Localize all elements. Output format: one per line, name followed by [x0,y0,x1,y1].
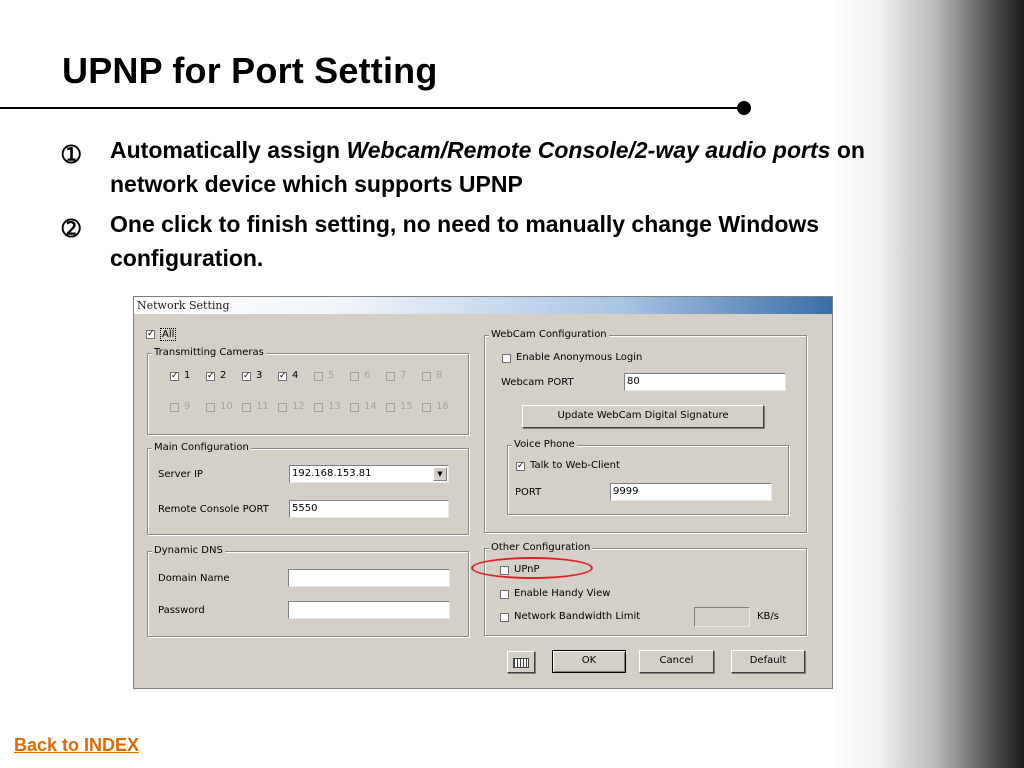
camera-14-label: 14 [364,401,377,412]
bandwidth-limit-input[interactable] [694,607,750,627]
slide-title: UPNP for Port Setting [62,50,438,91]
bandwidth-limit-label: Network Bandwidth Limit [514,611,641,622]
other-configuration-legend: Other Configuration [491,542,591,553]
default-button[interactable]: Default [731,650,805,673]
divider-dot [737,101,751,115]
camera-2-label: 2 [220,370,227,381]
talk-to-web-client-checkbox[interactable]: ✓ [517,461,525,471]
title-divider [0,107,742,109]
handy-view-label: Enable Handy View [514,588,611,599]
domain-name-label: Domain Name [158,573,230,584]
camera-13-checkbox[interactable] [314,403,323,412]
camera-16-checkbox[interactable] [422,403,431,412]
bullet-marker-1: ➀ [62,142,81,167]
camera-5-checkbox[interactable] [314,372,323,381]
camera-11-checkbox[interactable] [242,403,251,412]
camera-13-label: 13 [328,401,341,412]
webcam-port-label: Webcam PORT [501,377,574,388]
camera-3-label: 3 [256,370,263,381]
dynamic-dns-legend: Dynamic DNS [154,545,223,556]
remote-console-port-input[interactable]: 5550 [289,500,449,518]
transmitting-cameras-legend: Transmitting Cameras [154,347,264,358]
dialog-title: Network Setting [137,299,230,312]
camera-12-label: 12 [292,401,305,412]
webcam-configuration-legend: WebCam Configuration [491,329,607,340]
server-ip-label: Server IP [158,469,203,480]
update-webcam-signature-button[interactable]: Update WebCam Digital Signature [522,405,764,428]
camera-15-checkbox[interactable] [386,403,395,412]
voice-phone-legend: Voice Phone [514,439,575,450]
camera-7-label: 7 [400,370,407,381]
domain-name-input[interactable] [288,569,450,587]
camera-4-label: 4 [292,370,299,381]
back-to-index-link[interactable]: Back to INDEX [14,735,140,755]
camera-7-checkbox[interactable] [386,372,395,381]
upnp-highlight-ellipse [471,557,593,579]
camera-9-checkbox[interactable] [170,403,179,412]
all-label: All [162,329,175,340]
camera-8-label: 8 [436,370,443,381]
network-setting-dialog [133,296,833,689]
camera-2-checkbox[interactable]: ✓ [207,371,215,381]
camera-6-checkbox[interactable] [350,372,359,381]
camera-10-label: 10 [220,401,233,412]
voice-port-label: PORT [515,487,542,498]
camera-3-checkbox[interactable]: ✓ [243,371,251,381]
bullet-text-2: One click to finish setting, no need to manually change Windows configuration. [110,211,820,271]
ok-button[interactable]: OK [552,650,626,673]
cancel-button[interactable]: Cancel [639,650,714,673]
camera-1-label: 1 [184,370,191,381]
anonymous-login-label: Enable Anonymous Login [516,352,643,363]
decorative-side-gradient [830,0,1024,768]
handy-view-checkbox[interactable] [500,590,509,599]
camera-14-checkbox[interactable] [350,403,359,412]
bandwidth-unit: KB/s [757,611,779,622]
talk-to-web-client-label: Talk to Web-Client [530,460,620,471]
camera-8-checkbox[interactable] [422,372,431,381]
webcam-port-input[interactable]: 80 [624,373,786,391]
upnp-label: UPnP [514,564,540,575]
camera-1-checkbox[interactable]: ✓ [171,371,179,381]
webcam-configuration-group [484,329,807,533]
password-input[interactable] [288,601,450,619]
bullet-marker-2: ➁ [62,216,81,241]
server-ip-select[interactable] [289,465,449,483]
voice-port-input[interactable]: 9999 [610,483,772,501]
all-checkbox[interactable]: ✓ [147,329,155,339]
dynamic-dns-group [147,545,469,637]
camera-5-label: 5 [328,370,335,381]
camera-10-checkbox[interactable] [206,403,215,412]
camera-6-label: 6 [364,370,371,381]
chevron-down-icon[interactable]: ▼ [433,467,447,481]
keyboard-button[interactable] [507,651,535,673]
bullet-text-1: Automatically assign Webcam/Remote Console/2-way audio ports on network device which supports UPNP [110,137,865,197]
remote-console-port-label: Remote Console PORT [158,504,269,515]
camera-9-label: 9 [184,401,191,412]
anonymous-login-checkbox[interactable] [502,354,511,363]
server-ip-value: 192.168.153.81 [292,468,372,479]
password-label: Password [158,605,205,616]
bandwidth-limit-checkbox[interactable] [500,613,509,622]
camera-11-label: 11 [256,401,269,412]
camera-12-checkbox[interactable] [278,403,287,412]
camera-16-label: 16 [436,401,449,412]
voice-phone-group [507,439,789,515]
keyboard-icon [513,658,529,668]
dialog-titlebar [134,297,832,314]
transmitting-cameras-group [147,347,469,435]
camera-4-checkbox[interactable]: ✓ [279,371,287,381]
main-configuration-legend: Main Configuration [154,442,249,453]
camera-15-label: 15 [400,401,413,412]
main-configuration-group [147,442,469,535]
